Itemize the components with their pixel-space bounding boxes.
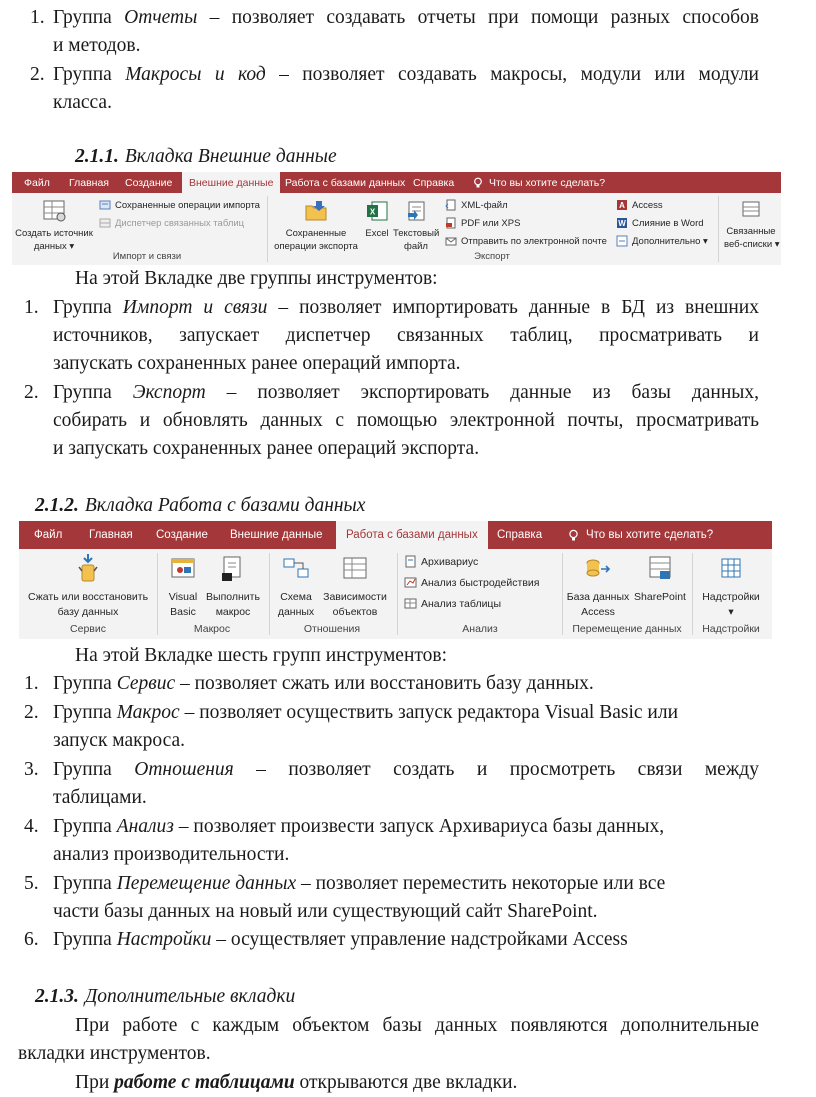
visual-basic-icon: [168, 553, 198, 585]
list-item: Группа Макросы и код – позволяет создавать макросы, модули или модули: [53, 64, 759, 85]
svg-text:X: X: [369, 207, 376, 217]
saved-imports-icon: [99, 199, 111, 211]
web-list-icon: [740, 199, 762, 221]
list-number: 6.: [24, 929, 39, 950]
group-separator: [157, 553, 158, 635]
export-pdf-button[interactable]: PDF или XPS: [445, 217, 520, 229]
ribbon-database-tools: [19, 521, 772, 639]
tab-external-data[interactable]: Внешние данные: [230, 529, 323, 541]
ribbon-body: [19, 549, 772, 639]
list-number: 1.: [24, 673, 39, 694]
tab-database-tools[interactable]: Работа с базами данных: [285, 176, 406, 189]
tab-create[interactable]: Создание: [156, 529, 208, 541]
compact-repair-icon: [74, 553, 102, 585]
tell-me-box[interactable]: Что вы хотите сделать?: [472, 172, 605, 193]
paragraph: На этой Вкладке две группы инструментов:: [75, 268, 438, 289]
access-database-button[interactable]: База данных Access: [565, 553, 631, 620]
list-number: 2.: [30, 64, 45, 85]
svg-text:W: W: [618, 219, 626, 228]
list-number: 2.: [24, 702, 39, 723]
addins-icon: [716, 553, 746, 585]
list-item: Группа Экспорт – позволяет экспортировать данные из базы данных,: [53, 382, 759, 403]
tab-help[interactable]: Справка: [497, 529, 543, 541]
sharepoint-list-icon: [645, 553, 675, 585]
ribbon-tab-bar: [12, 172, 781, 193]
email-attachment-icon: [445, 235, 457, 247]
group-label-addins: Надстройки: [702, 623, 760, 635]
tell-me-box[interactable]: Что вы хотите сделать?: [567, 521, 713, 549]
group-label-import: Импорт и связи: [112, 251, 182, 262]
tab-database-tools[interactable]: Работа с базами данных: [336, 521, 488, 549]
sharepoint-button[interactable]: SharePoint: [631, 553, 689, 605]
database-move-icon: [583, 553, 613, 585]
paragraph-continuation: вкладки инструментов.: [18, 1043, 211, 1064]
paragraph: При работе с каждым объектом базы данных появляются дополнительные: [75, 1015, 759, 1036]
more-export-icon: [616, 235, 628, 247]
export-access-button[interactable]: A Access: [616, 199, 663, 211]
list-item: Группа Анализ – позволяет произвести запуск Архивариуса базы данных,: [53, 816, 665, 837]
tab-help[interactable]: Справка: [413, 176, 455, 189]
documenter-button[interactable]: Архивариус: [404, 555, 478, 568]
list-item: Группа Отчеты – позволяет создавать отчеты при помощи разных способов: [53, 7, 759, 28]
pdf-file-icon: [445, 217, 457, 229]
list-item-continuation: и методов.: [53, 35, 141, 56]
performance-icon: [404, 576, 417, 589]
text-file-icon: [404, 199, 428, 223]
tab-external-data[interactable]: Внешние данные: [182, 172, 280, 193]
object-dependencies-icon: [340, 553, 370, 585]
svg-text:A: A: [619, 201, 625, 210]
addins-button[interactable]: Надстройки ▾: [695, 553, 767, 620]
list-item: Группа Сервис – позволяет сжать или восстановить базу данных.: [53, 673, 594, 694]
list-item-continuation: класса.: [53, 92, 112, 113]
list-item-continuation: анализ производительности.: [53, 844, 290, 865]
group-label-relations: Отношения: [303, 623, 361, 635]
xml-file-icon: [445, 199, 457, 211]
table-grid-icon: [41, 199, 67, 223]
saved-imports-button[interactable]: Сохраненные операции импорта: [99, 199, 260, 211]
list-item: Группа Импорт и связи – позволяет импортировать данные в БД из внешних: [53, 297, 759, 318]
relationships-icon: [281, 553, 311, 585]
word-icon: [616, 217, 628, 229]
ribbon-tab-bar: [19, 521, 772, 549]
list-number: 1.: [30, 7, 45, 28]
group-separator: [267, 196, 268, 262]
list-item: Группа Перемещение данных – позволяет переместить некоторые или все: [53, 873, 666, 894]
section-heading: 2.1.3. Дополнительные вкладки: [35, 986, 296, 1007]
group-separator: [692, 553, 693, 635]
list-item: Группа Отношения – позволяет создать и просмотреть связи между: [53, 759, 759, 780]
object-dependencies-button[interactable]: Зависимости объектов: [319, 553, 391, 620]
lightbulb-icon: [472, 177, 484, 189]
performance-analyzer-button[interactable]: Анализ быстродействия: [404, 576, 539, 589]
create-data-source-button[interactable]: Создать источник данных ▾: [14, 199, 94, 253]
section-heading: 2.1.2. Вкладка Работа с базами данных: [35, 495, 366, 516]
send-email-button[interactable]: Отправить по электронной почте: [445, 235, 607, 247]
export-more-button[interactable]: Дополнительно ▾: [616, 235, 708, 247]
list-number: 2.: [24, 382, 39, 403]
list-item-continuation: запуск макроса.: [53, 730, 186, 751]
group-label-macro: Макрос: [193, 623, 231, 635]
table-analyzer-button[interactable]: Анализ таблицы: [404, 597, 501, 610]
documenter-icon: [404, 555, 417, 568]
paragraph: При работе с таблицами открываются две вкладки.: [75, 1072, 518, 1093]
tab-create[interactable]: Создание: [125, 176, 173, 189]
group-label-export: Экспорт: [474, 251, 510, 262]
export-text-file-button[interactable]: Текстовый файл: [393, 199, 439, 253]
group-label-analysis: Анализ: [462, 623, 498, 635]
excel-icon: [365, 199, 389, 223]
list-item-continuation: запускать сохраненных ранее операций импорта.: [53, 353, 461, 374]
access-icon: [616, 199, 628, 211]
linked-table-manager-button[interactable]: Диспетчер связанных таблиц: [99, 217, 244, 229]
export-xml-button[interactable]: XML-файл: [445, 199, 508, 211]
relationships-button[interactable]: Схема данных: [273, 553, 319, 620]
table-analyzer-icon: [404, 597, 417, 610]
group-label-move-data: Перемещение данных: [572, 623, 682, 635]
tab-home[interactable]: Главная: [69, 176, 109, 189]
section-heading: 2.1.1. Вкладка Внешние данные: [75, 146, 337, 167]
list-number: 1.: [24, 297, 39, 318]
list-number: 4.: [24, 816, 39, 837]
ribbon-body: [12, 193, 781, 265]
list-number: 5.: [24, 873, 39, 894]
list-item-continuation: собирать и обновлять данных с помощью электронной почты, просматривать: [53, 410, 759, 431]
compact-repair-button[interactable]: Сжать или восстановить базу данных: [22, 553, 154, 620]
list-number: 3.: [24, 759, 39, 780]
list-item-continuation: и запускать сохраненных ранее операций экспорта.: [53, 438, 480, 459]
word-merge-button[interactable]: W Слияние в Word: [616, 217, 704, 229]
saved-exports-button[interactable]: Сохраненные операции экспорта: [270, 199, 362, 253]
list-item-continuation: части базы данных на новый или существующий сайт SharePoint.: [53, 901, 598, 922]
run-macro-icon: [218, 553, 248, 585]
list-item-continuation: источников, запускает диспетчер связанных таблиц, просматривать и: [53, 325, 759, 346]
run-macro-button[interactable]: Выполнить макрос: [205, 553, 261, 620]
tab-file[interactable]: Файл: [34, 529, 63, 541]
group-separator: [269, 553, 270, 635]
tab-home[interactable]: Главная: [89, 529, 133, 541]
linked-tables-icon: [99, 217, 111, 229]
paragraph: На этой Вкладке шесть групп инструментов:: [75, 645, 448, 666]
list-item: Группа Макрос – позволяет осуществить запуск редактора Visual Basic или: [53, 702, 679, 723]
list-item: Группа Настройки – осуществляет управление надстройками Access: [53, 929, 628, 950]
linked-web-lists-button[interactable]: Связанные веб-списки ▾: [724, 199, 778, 251]
group-separator: [562, 553, 563, 635]
saved-exports-icon: [303, 199, 329, 223]
group-separator: [397, 553, 398, 635]
export-excel-button[interactable]: X Excel: [362, 199, 392, 240]
tab-file[interactable]: Файл: [24, 176, 50, 189]
group-separator: [718, 196, 719, 262]
lightbulb-icon: [567, 529, 580, 542]
group-label-service: Сервис: [70, 623, 106, 635]
list-item-continuation: таблицами.: [53, 787, 147, 808]
ribbon-external-data: [12, 172, 781, 265]
visual-basic-button[interactable]: Visual Basic: [163, 553, 203, 620]
